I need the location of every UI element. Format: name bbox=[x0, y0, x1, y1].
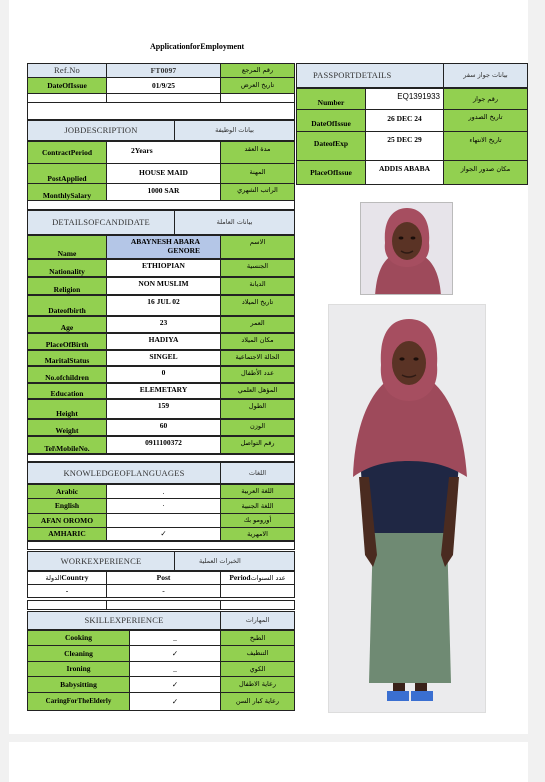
candidate-label-ar: الوزن bbox=[220, 419, 295, 436]
skill-level: _ bbox=[129, 661, 221, 677]
candidate-label-ar: الديانة bbox=[220, 277, 295, 295]
spacer-cell bbox=[106, 600, 221, 610]
salary-value: 1000 SAR bbox=[106, 183, 221, 201]
passport-place-label: PlaceOfIssue bbox=[296, 160, 366, 185]
next-page bbox=[9, 742, 528, 782]
candidate-value: 0 bbox=[106, 366, 221, 383]
languages-header-ar: اللغات bbox=[220, 462, 295, 484]
language-level: ✓ bbox=[106, 527, 221, 541]
exp-period-header bbox=[220, 571, 295, 585]
candidate-label-ar: الجنسية bbox=[220, 259, 295, 277]
candidate-label-ar: الطول bbox=[220, 399, 295, 419]
passport-number-ar: رقم جواز bbox=[443, 88, 528, 110]
skill-label-ar: رعاية الاطفال bbox=[220, 676, 295, 693]
candidate-label: Tel\MobileNo. bbox=[27, 436, 107, 454]
candidate-value: 16 JUL 02 bbox=[106, 295, 221, 316]
skill-label-ar: الكوي bbox=[220, 661, 295, 677]
job-header: JOBDESCRIPTION bbox=[27, 120, 175, 141]
spacer-row bbox=[27, 454, 295, 462]
candidate-label: No.ofchildren bbox=[27, 366, 107, 383]
contract-label: ContractPeriod bbox=[27, 141, 107, 164]
exp-country-label: Country bbox=[61, 573, 89, 583]
ref-label: Ref.No bbox=[27, 63, 107, 78]
passport-place-value: ADDIS ABABA bbox=[365, 160, 444, 185]
exp-country-header bbox=[27, 571, 107, 585]
ref-value: FT0097 bbox=[106, 63, 221, 78]
candidate-value: SINGEL bbox=[106, 350, 221, 366]
candidate-label-ar: العمر bbox=[220, 316, 295, 333]
passport-number-value: EQ1391933 bbox=[365, 88, 444, 110]
experience-header-ar: الخبرات العملية bbox=[174, 551, 295, 571]
candidate-value: 60 bbox=[106, 419, 221, 436]
ref-label-ar: رقم المرجع bbox=[220, 63, 295, 78]
candidate-label: Name bbox=[27, 235, 107, 259]
skill-level: ✓ bbox=[129, 676, 221, 693]
passport-issue-value: 26 DEC 24 bbox=[365, 109, 444, 132]
skill-level: ✓ bbox=[129, 645, 221, 662]
candidate-label-ar: الحالة الاجتماعية bbox=[220, 350, 295, 366]
skill-level: ✓ bbox=[129, 692, 221, 711]
exp-country-value: - bbox=[27, 584, 107, 598]
contract-label-ar: مدة العقد bbox=[220, 141, 295, 164]
post-label-ar: المهنة bbox=[220, 163, 295, 184]
candidate-label-ar: عدد الأطفال bbox=[220, 366, 295, 383]
skill-label: Cleaning bbox=[27, 645, 130, 662]
candidate-label: Religion bbox=[27, 277, 107, 295]
issue-value: 01/9/25 bbox=[106, 77, 221, 94]
passport-photo-image bbox=[361, 203, 453, 295]
exp-country-ar: الدولة bbox=[45, 573, 62, 582]
candidate-label: Age bbox=[27, 316, 107, 333]
exp-post-value: - bbox=[106, 584, 221, 598]
language-label: English bbox=[27, 498, 107, 514]
passport-header-ar: بيانات جواز سفر bbox=[443, 63, 528, 88]
post-value: HOUSE MAID bbox=[106, 163, 221, 184]
candidate-label: Height bbox=[27, 399, 107, 419]
language-label-ar: أورومو بك bbox=[220, 513, 295, 528]
spacer-row bbox=[27, 200, 295, 210]
language-level bbox=[106, 513, 221, 528]
exp-period-ar: عدد السنوات bbox=[250, 573, 286, 582]
post-label: PostApplied bbox=[27, 163, 107, 184]
spacer-cell bbox=[27, 600, 107, 610]
language-level: . bbox=[106, 484, 221, 499]
skill-label: Ironing bbox=[27, 661, 130, 677]
passport-exp-ar: تاريخ الانتهاء bbox=[443, 131, 528, 161]
issue-label-ar: تاريخ العرض bbox=[220, 77, 295, 94]
language-label-ar: اللغة الجنبية bbox=[220, 498, 295, 514]
candidate-value: 23 bbox=[106, 316, 221, 333]
form-title: ApplicationforEmployment bbox=[150, 42, 245, 51]
skill-label-ar: الطبخ bbox=[220, 630, 295, 646]
candidate-label: MaritalStatus bbox=[27, 350, 107, 366]
passport-issue-ar: تاريخ الصدور bbox=[443, 109, 528, 132]
exp-period-label: Period bbox=[229, 573, 251, 583]
candidate-label-ar: المؤهل العلمي bbox=[220, 383, 295, 399]
issue-label: DateOfIssue bbox=[27, 77, 107, 94]
salary-label: MonthlySalary bbox=[27, 183, 107, 201]
skills-header-ar: المهارات bbox=[220, 611, 295, 630]
candidate-label: Weight bbox=[27, 419, 107, 436]
candidate-value: ABAYNESH ABARA GENORE bbox=[106, 235, 221, 259]
contract-value: 2Years bbox=[106, 141, 221, 164]
candidate-label: PlaceOfBirth bbox=[27, 333, 107, 350]
candidate-value: 159 bbox=[106, 399, 221, 419]
language-label: Arabic bbox=[27, 484, 107, 499]
spacer-row bbox=[27, 102, 295, 120]
candidate-label-ar: رقم التواصل bbox=[220, 436, 295, 454]
skill-label: Cooking bbox=[27, 630, 130, 646]
skill-level: _ bbox=[129, 630, 221, 646]
exp-period-value bbox=[220, 584, 295, 598]
candidate-value: NON MUSLIM bbox=[106, 277, 221, 295]
spacer-cell bbox=[220, 600, 295, 610]
language-label-ar: اللغة العربية bbox=[220, 484, 295, 499]
candidate-label: Education bbox=[27, 383, 107, 399]
candidate-label-ar: مكان الميلاد bbox=[220, 333, 295, 350]
skill-label: Babysitting bbox=[27, 676, 130, 693]
candidate-label: Nationality bbox=[27, 259, 107, 277]
skills-header: SKILLEXPERIENCE bbox=[27, 611, 221, 630]
passport-header: PASSPORTDETAILS bbox=[296, 63, 444, 88]
language-label: AMHARIC bbox=[27, 527, 107, 541]
salary-label-ar: الراتب الشهري bbox=[220, 183, 295, 201]
passport-issue-label: DateOfIssue bbox=[296, 109, 366, 132]
candidate-value: HADIYA bbox=[106, 333, 221, 350]
candidate-value: 0911100372 bbox=[106, 436, 221, 454]
candidate-label-ar: تاريخ الميلاد bbox=[220, 295, 295, 316]
passport-number-label: Number bbox=[296, 88, 366, 110]
candidate-value: ETHIOPIAN bbox=[106, 259, 221, 277]
job-header-ar: بيانات الوظيفة bbox=[174, 120, 295, 141]
exp-post-header: Post bbox=[106, 571, 221, 585]
candidate-label: Dateofbirth bbox=[27, 295, 107, 316]
skill-label-ar: رعاية كبار السن bbox=[220, 692, 295, 711]
passport-place-ar: مكان صدور الجواز bbox=[443, 160, 528, 185]
full-body-photo-image bbox=[329, 305, 486, 713]
language-level: · bbox=[106, 498, 221, 514]
candidate-header: DETAILSOFCANDIDATE bbox=[27, 210, 175, 235]
skill-label: CaringForTheElderly bbox=[27, 692, 130, 711]
language-label: AFAN OROMO bbox=[27, 513, 107, 528]
candidate-label-ar: الاسم bbox=[220, 235, 295, 259]
language-label-ar: الامهرية bbox=[220, 527, 295, 541]
experience-header: WORKEXPERIENCE bbox=[27, 551, 175, 571]
languages-header: KNOWLEDGEOFLANGUAGES bbox=[27, 462, 221, 484]
full-body-photo bbox=[328, 304, 486, 713]
candidate-value: ELEMETARY bbox=[106, 383, 221, 399]
skill-label-ar: التنظيف bbox=[220, 645, 295, 662]
passport-exp-label: DateofExp bbox=[296, 131, 366, 161]
candidate-header-ar: بيانات العاملة bbox=[174, 210, 295, 235]
passport-exp-value: 25 DEC 29 bbox=[365, 131, 444, 161]
spacer-row bbox=[27, 541, 295, 550]
passport-photo bbox=[360, 202, 453, 295]
